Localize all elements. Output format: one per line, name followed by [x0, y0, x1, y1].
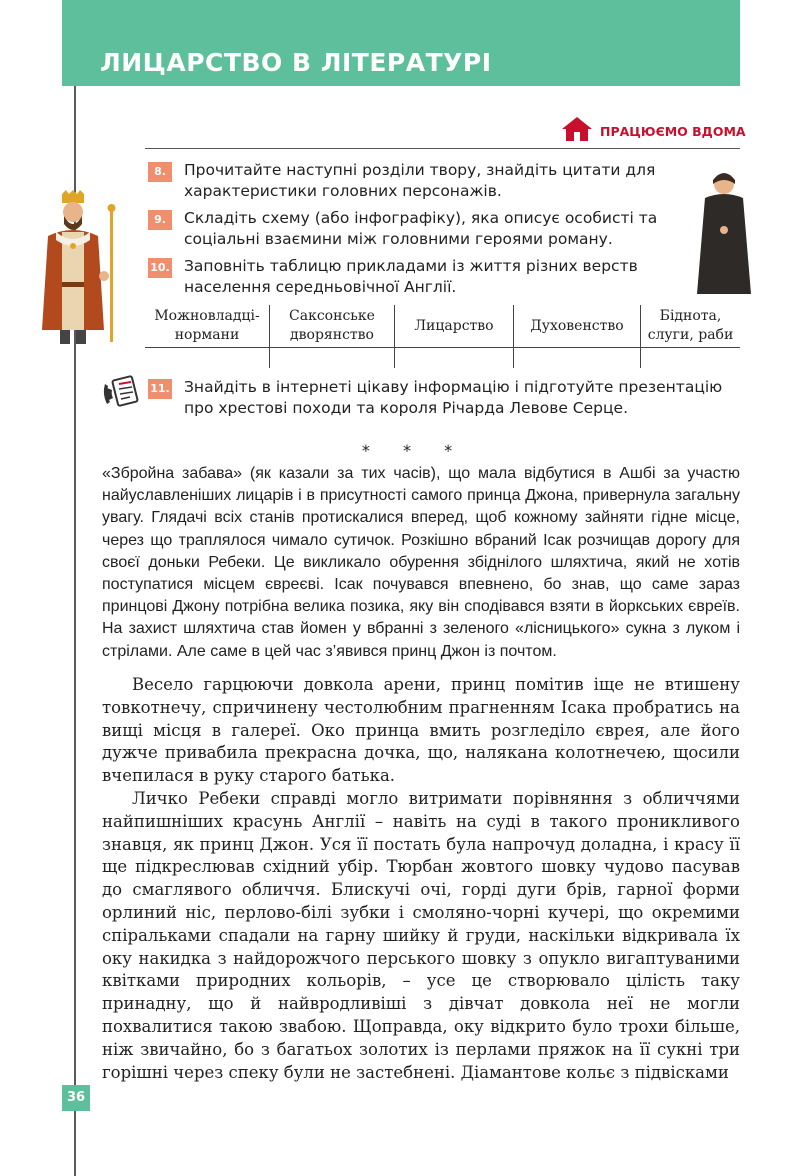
task-text: Заповніть таблицю прикладами із життя різних верств населення середньовічної Англії. — [184, 257, 638, 296]
home-icon — [561, 116, 593, 142]
table-cell[interactable] — [514, 348, 641, 369]
monk-illustration — [695, 168, 753, 296]
task-text: Знайдіть в інтернеті цікаву інформацію і підготуйте презентацію про хрестові походи та короля Річарда Левове Серце. — [184, 378, 723, 417]
table-cell[interactable] — [270, 348, 395, 369]
task-text: Складіть схему (або інфографіку), яка описує особисті та соціальні взаємини між головними героями роману. — [184, 209, 658, 248]
table-header-normans: Можновладці-нормани — [145, 305, 270, 348]
page-number: 36 — [62, 1085, 90, 1111]
homework-divider — [145, 148, 740, 149]
task-number-badge: 10. — [148, 258, 172, 278]
section-separator: * * * — [361, 441, 467, 460]
table-header-poor: Біднота, слуги, раби — [641, 305, 741, 348]
page-margin-line — [74, 0, 76, 1176]
excerpt-paragraph: Личко Ребеки справді могло витримати порівняння з обличчями найпишніших красунь Англії – навіть на суді в такого проникливого знавця, як принц Джон. Уся її постать була напрочуд доладна, і красу її ще підкреслював східний убір. Тюрбан жовтого шовку чудово пасував до смаглявого обличчя. Блискучі очі, горді дуги брів, гарної форми орлиний ніс, перлово-білі зубки і смоляно-чорні кучері, що окремими спіральками спадали на гарну шийку й груди, наскільки відкривала їх оку накидка з найдорожчого перського шовку з опукло вигаптуваними квітками природних кольорів, – усе це створювало цілість таку принадну, що й найвродливіші з дівчат довкола неї не могли похвалитися такою звабою. Щоправда, оку відкрито було трохи більше, ніж звичайно, бо з багатьох золотих із перлами пряжок на її сукні три горішні через спеку були не застебнені. Діамантове кольє з підвісками — [102, 788, 740, 1082]
table-header-clergy: Духовенство — [514, 305, 641, 348]
task-number-badge: 9. — [148, 210, 172, 230]
task-number-badge: 8. — [148, 162, 172, 182]
novel-excerpt — [102, 674, 740, 1084]
homework-label: ПРАЦЮЄМО ВДОМА — [600, 124, 746, 139]
table-row — [145, 348, 740, 369]
table-cell[interactable] — [641, 348, 741, 369]
table-cell[interactable] — [395, 348, 514, 369]
summary-paragraph: «Збройна забава» (як казали за тих часів), що мала відбутися в Ашбі за участю найуславленіших лицарів і в присутності самого принца Джона, привернула загальну увагу. Глядачі всіх станів протискалися вперед, щоб кожному зайняти гідне місце, через що траплялося чимало сутичок. Розкішно вбраний Ісак розчищав дорогу для своєї доньки Ребеки. Це викликало обурення збіднілого шляхтича, який не хотів поступатися місцем євреєві. Ісак почувався впевнено, бо знав, що саме зараз принцові Джону потрібна велика позика, яку він сподівався взяти в йоркських євреїв. На захист шляхтича став йомен у вбранні з зеленого «лісницького» сукна з луком і стрілами. Але саме в цей час з’явився принц Джон із почтом. — [102, 465, 740, 660]
chapter-title: ЛИЦАРСТВО В ЛІТЕРАТУРІ — [100, 48, 492, 77]
chapter-summary — [102, 463, 740, 663]
table-cell[interactable] — [145, 348, 270, 369]
excerpt-paragraph: Весело гарцюючи довкола арени, принц помітив іще не втишену товкотнечу, спричинену честолюбним прагненням Ісака пробратись на вищі місця в галереї. Око принца вмить розгледіло єврея, але його дужче привабила прекрасна дочка, що, налякана колотнечею, щосили вчепилася в руку старого батька. — [102, 675, 740, 786]
king-illustration — [38, 190, 122, 348]
estates-table — [145, 305, 740, 368]
internet-search-icon — [103, 374, 141, 408]
table-header-knighthood: Лицарство — [395, 305, 514, 348]
table-header-saxon-nobility: Саксонське дворянство — [270, 305, 395, 348]
task-text: Прочитайте наступні розділи твору, знайдіть цитати для характеристики головних персонажів. — [184, 161, 656, 200]
task-number-badge: 11. — [148, 379, 172, 399]
